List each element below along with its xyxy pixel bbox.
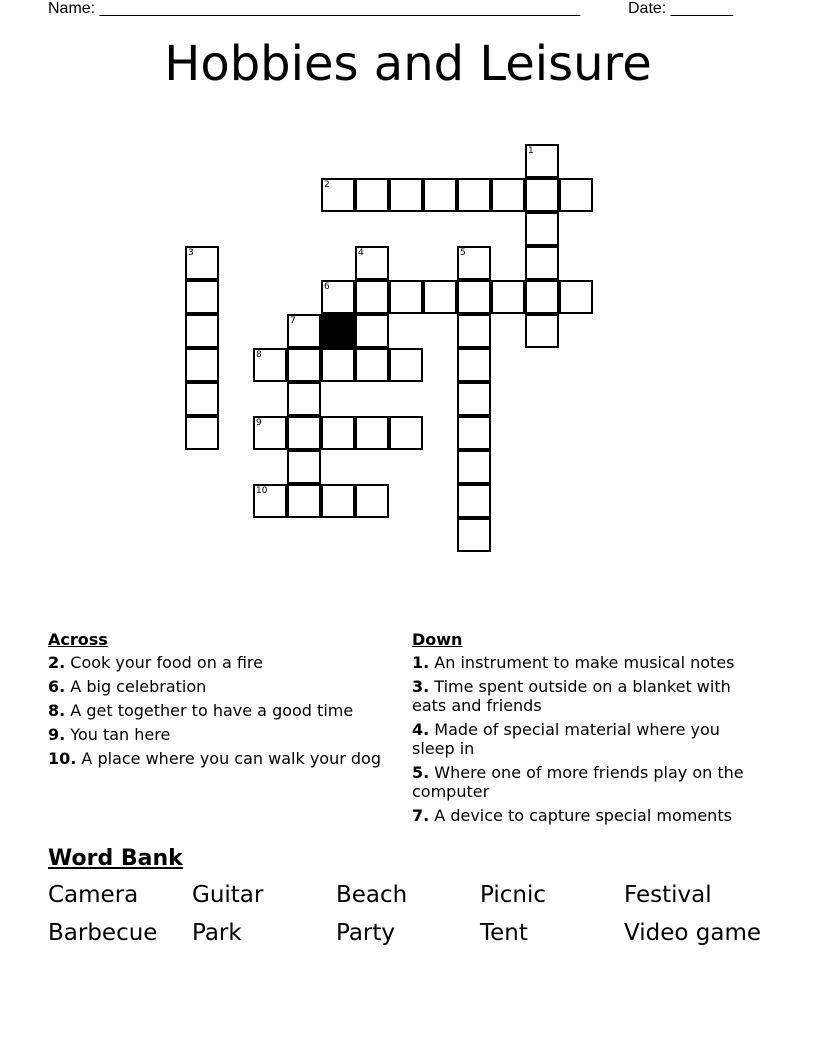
down-clue xyxy=(412,653,762,672)
clue-number-label: 4. xyxy=(412,720,430,739)
grid-cell[interactable] xyxy=(559,178,593,212)
clue-text: You tan here xyxy=(65,725,171,744)
grid-cell[interactable] xyxy=(321,416,355,450)
clue-number-label: 6. xyxy=(48,677,66,696)
grid-cell[interactable] xyxy=(253,348,287,382)
grid-cell[interactable] xyxy=(355,348,389,382)
grid-cell[interactable] xyxy=(185,382,219,416)
across-clues xyxy=(48,630,398,773)
grid-cell[interactable] xyxy=(457,348,491,382)
clue-number: 4 xyxy=(358,248,364,258)
down-clue xyxy=(412,677,762,715)
grid-cell[interactable] xyxy=(287,416,321,450)
grid-cell[interactable] xyxy=(253,484,287,518)
clue-number-label: 5. xyxy=(412,763,430,782)
grid-cell[interactable] xyxy=(287,348,321,382)
clue-text: A place where you can walk your dog xyxy=(76,749,381,768)
clue-text: Where one of more friends play on the computer xyxy=(412,763,744,801)
grid-cell[interactable] xyxy=(559,280,593,314)
grid-cell[interactable] xyxy=(389,348,423,382)
grid-cell[interactable] xyxy=(185,348,219,382)
word-bank-item: Guitar xyxy=(192,882,264,908)
clue-text: A big celebration xyxy=(65,677,207,696)
across-clue xyxy=(48,677,398,696)
grid-cell[interactable] xyxy=(321,484,355,518)
grid-cell[interactable] xyxy=(253,416,287,450)
clue-number-label: 7. xyxy=(412,806,430,825)
down-clue xyxy=(412,720,762,758)
grid-cell[interactable] xyxy=(525,314,559,348)
clue-number: 2 xyxy=(324,180,330,190)
grid-cell[interactable] xyxy=(185,280,219,314)
clue-number-label: 10. xyxy=(48,749,77,768)
clue-number: 9 xyxy=(256,418,262,428)
clue-number: 5 xyxy=(460,248,466,258)
across-heading: Across xyxy=(48,630,108,649)
grid-cell[interactable] xyxy=(525,212,559,246)
grid-cell[interactable] xyxy=(355,416,389,450)
word-bank-item: Barbecue xyxy=(48,920,158,946)
grid-cell[interactable] xyxy=(389,416,423,450)
clue-number: 7 xyxy=(290,316,296,326)
clue-number-label: 8. xyxy=(48,701,66,720)
grid-cell[interactable] xyxy=(457,484,491,518)
clue-number-label: 3. xyxy=(412,677,430,696)
down-clue xyxy=(412,806,762,825)
grid-cell[interactable] xyxy=(355,314,389,348)
date-field: Date: _______ xyxy=(628,0,733,17)
clue-text: An instrument to make musical notes xyxy=(429,653,735,672)
grid-cell[interactable] xyxy=(491,280,525,314)
grid-cell[interactable] xyxy=(457,314,491,348)
clue-text: Time spent outside on a blanket with eats and friends xyxy=(412,677,731,715)
grid-cell[interactable] xyxy=(185,416,219,450)
grid-cell[interactable] xyxy=(287,484,321,518)
word-bank-item: Beach xyxy=(336,882,408,908)
word-bank-item: Festival xyxy=(624,882,712,908)
word-bank-item: Picnic xyxy=(480,882,547,908)
grid-cell[interactable] xyxy=(525,178,559,212)
word-bank-item: Video game xyxy=(624,920,762,946)
grid-cell[interactable] xyxy=(389,280,423,314)
grid-cell[interactable] xyxy=(457,518,491,552)
down-heading: Down xyxy=(412,630,463,649)
across-clue xyxy=(48,725,398,744)
grid-cell[interactable] xyxy=(457,450,491,484)
clue-number: 10 xyxy=(256,486,268,496)
clue-number: 3 xyxy=(188,248,194,258)
clue-number-label: 1. xyxy=(412,653,430,672)
word-bank-item: Tent xyxy=(480,920,528,946)
clue-number-label: 9. xyxy=(48,725,66,744)
grid-cell[interactable] xyxy=(287,314,321,348)
page-title: Hobbies and Leisure xyxy=(164,36,652,92)
black-cell xyxy=(321,314,355,348)
clue-number: 1 xyxy=(528,146,534,156)
grid-cell[interactable] xyxy=(355,484,389,518)
down-clues xyxy=(412,630,762,830)
grid-cell[interactable] xyxy=(185,314,219,348)
grid-cell[interactable] xyxy=(321,348,355,382)
grid-cell[interactable] xyxy=(423,280,457,314)
grid-cell[interactable] xyxy=(355,280,389,314)
grid-cell[interactable] xyxy=(457,280,491,314)
word-bank-item: Camera xyxy=(48,882,139,908)
clue-text: A get together to have a good time xyxy=(65,701,354,720)
grid-cell[interactable] xyxy=(457,382,491,416)
clue-text: A device to capture special moments xyxy=(429,806,732,825)
grid-cell[interactable] xyxy=(355,178,389,212)
clue-number-label: 2. xyxy=(48,653,66,672)
grid-cell[interactable] xyxy=(525,144,559,178)
grid-cell[interactable] xyxy=(457,178,491,212)
grid-cell[interactable] xyxy=(389,178,423,212)
word-bank-heading: Word Bank xyxy=(48,846,183,871)
word-bank-item: Park xyxy=(192,920,242,946)
grid-cell[interactable] xyxy=(287,450,321,484)
grid-cell[interactable] xyxy=(525,280,559,314)
grid-cell[interactable] xyxy=(321,178,355,212)
grid-cell[interactable] xyxy=(355,246,389,280)
clue-number: 6 xyxy=(324,282,330,292)
across-clue xyxy=(48,749,398,768)
clue-text: Made of special material where you sleep in xyxy=(412,720,720,758)
grid-cell[interactable] xyxy=(287,382,321,416)
clue-number: 8 xyxy=(256,350,262,360)
down-clue xyxy=(412,763,762,801)
grid-cell[interactable] xyxy=(185,246,219,280)
clue-text: Cook your food on a fire xyxy=(65,653,263,672)
name-field: Name: ______________________________________________________ xyxy=(48,0,581,17)
grid-cell[interactable] xyxy=(423,178,457,212)
across-clue xyxy=(48,701,398,720)
word-bank-item: Party xyxy=(336,920,396,946)
grid-cell[interactable] xyxy=(457,246,491,280)
across-clue xyxy=(48,653,398,672)
grid-cell[interactable] xyxy=(525,246,559,280)
grid-cell[interactable] xyxy=(321,280,355,314)
grid-cell[interactable] xyxy=(491,178,525,212)
grid-cell[interactable] xyxy=(457,416,491,450)
